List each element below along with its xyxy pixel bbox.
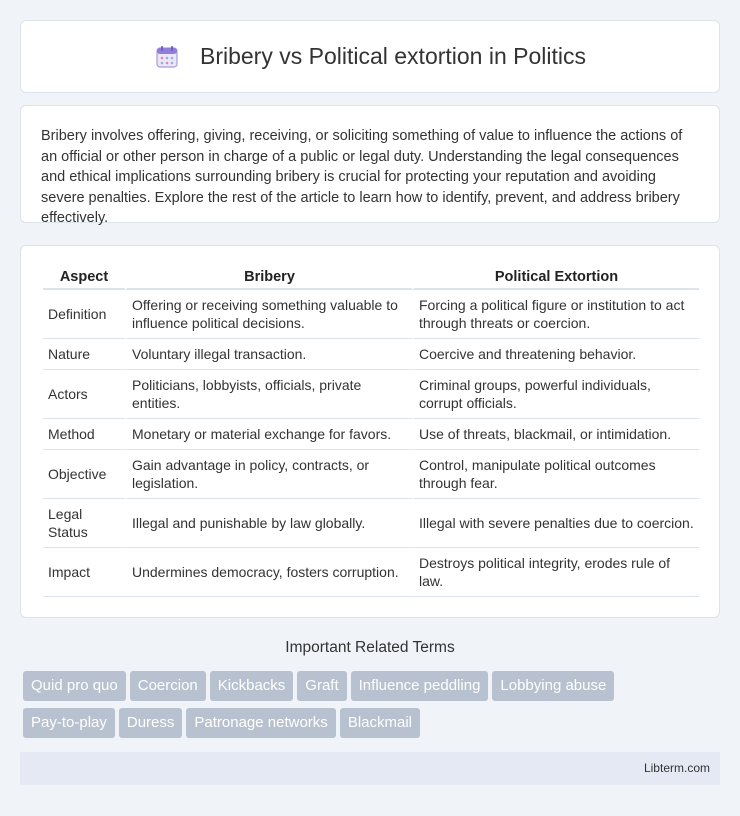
table-row [43, 290, 699, 339]
comparison-table [43, 266, 699, 597]
aspect-cell: Definition [43, 290, 125, 339]
footer [20, 752, 720, 785]
aspect-cell: Actors [43, 370, 125, 419]
extortion-cell: Coercive and threatening behavior. [412, 339, 699, 370]
related-term-tag[interactable]: Duress [119, 708, 183, 738]
bribery-cell: Voluntary illegal transaction. [125, 339, 412, 370]
aspect-cell: Objective [43, 450, 125, 499]
page-title: Bribery vs Political extortion in Politics [199, 43, 587, 69]
calendar-icon [154, 44, 180, 70]
bribery-cell: Illegal and punishable by law globally. [125, 499, 412, 548]
related-term-tag[interactable]: Lobbying abuse [492, 671, 614, 701]
related-term-tag[interactable]: Coercion [130, 671, 206, 701]
table-header-row [43, 266, 699, 290]
extortion-cell: Use of threats, blackmail, or intimidation. [412, 419, 699, 450]
related-terms-tags [23, 671, 723, 745]
table-row [43, 339, 699, 370]
table-row [43, 370, 699, 419]
footer-site-link[interactable]: Libterm.com [643, 761, 710, 775]
table-row [43, 499, 699, 548]
extortion-cell: Criminal groups, powerful individuals, corrupt officials. [412, 370, 699, 419]
related-terms-title: Important Related Terms [285, 639, 455, 656]
bribery-cell: Undermines democracy, fosters corruption. [125, 548, 412, 597]
intro-text: Bribery involves offering, giving, receiving, or soliciting something of value to influence the actions of an official or other person in charge of a public or legal duty. Understanding the legal consequences and ethical implications surrounding bribery is crucial for protecting your reputation and avoiding severe penalties. Explore the rest of the article to learn how to identify, prevent, and address bribery effectively. [41, 128, 683, 226]
bribery-cell: Politicians, lobbyists, officials, private entities. [125, 370, 412, 419]
related-term-tag[interactable]: Pay-to-play [23, 708, 115, 738]
extortion-cell: Illegal with severe penalties due to coercion. [412, 499, 699, 548]
related-term-tag[interactable]: Kickbacks [210, 671, 294, 701]
aspect-cell: Legal Status [43, 499, 125, 548]
related-term-tag[interactable]: Quid pro quo [23, 671, 126, 701]
comparison-table-card [20, 245, 720, 618]
aspect-cell: Method [43, 419, 125, 450]
table-row [43, 419, 699, 450]
aspect-cell: Impact [43, 548, 125, 597]
related-term-tag[interactable]: Graft [297, 671, 346, 701]
intro-card [20, 105, 720, 226]
header-aspect: Aspect [43, 266, 125, 290]
related-term-tag[interactable]: Influence peddling [351, 671, 489, 701]
bribery-cell: Gain advantage in policy, contracts, or legislation. [125, 450, 412, 499]
title-card [20, 20, 720, 93]
aspect-cell: Nature [43, 339, 125, 370]
bribery-cell: Monetary or material exchange for favors. [125, 419, 412, 450]
related-term-tag[interactable]: Blackmail [340, 708, 420, 738]
extortion-cell: Control, manipulate political outcomes through fear. [412, 450, 699, 499]
table-row [43, 450, 699, 499]
table-row [43, 548, 699, 597]
header-political-extortion: Political Extortion [412, 266, 699, 290]
related-term-tag[interactable]: Patronage networks [186, 708, 335, 738]
extortion-cell: Forcing a political figure or institution to act through threats or coercion. [412, 290, 699, 339]
bribery-cell: Offering or receiving something valuable to influence political decisions. [125, 290, 412, 339]
extortion-cell: Destroys political integrity, erodes rule of law. [412, 548, 699, 597]
header-bribery: Bribery [125, 266, 412, 290]
